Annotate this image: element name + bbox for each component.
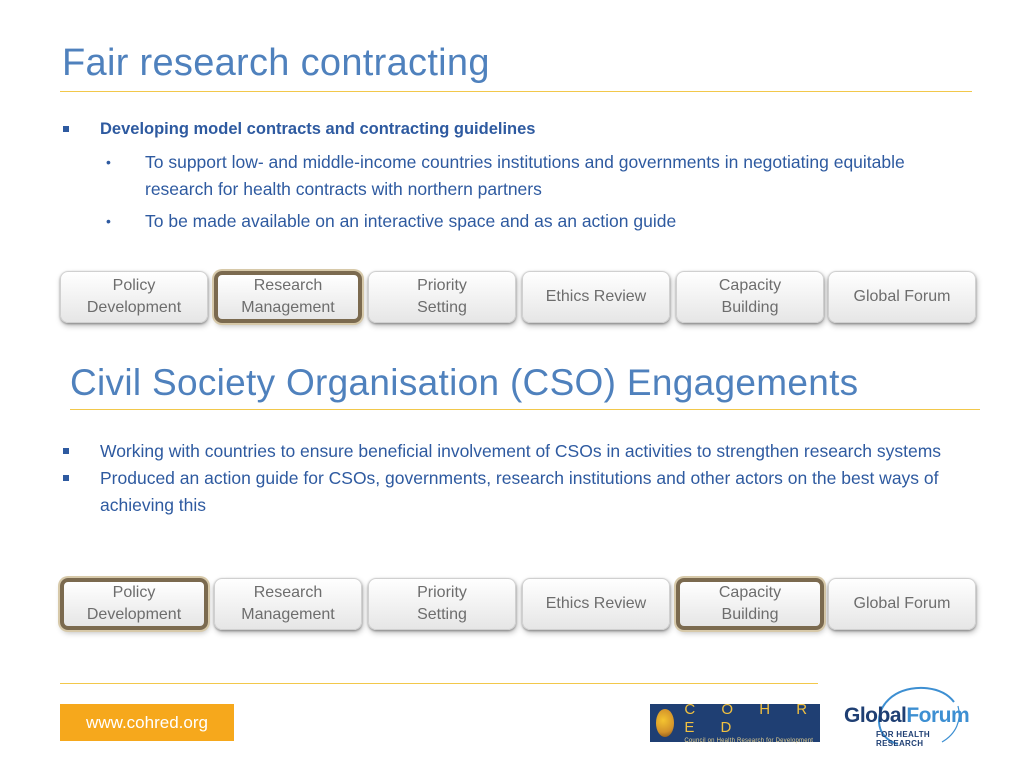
section1-bullets — [60, 116, 940, 235]
tab-policy-development[interactable]: Policy Development — [60, 271, 208, 323]
section1-tab-bar — [58, 271, 978, 327]
cohred-tagline: Council on Health Research for Development — [684, 738, 814, 744]
global-forum-wordmark: GlobalForum — [844, 704, 970, 727]
global-forum-subtitle: FOR HEALTH RESEARCH — [876, 730, 930, 748]
square-bullet-icon — [63, 126, 69, 132]
globe-icon — [656, 709, 674, 737]
tab-research-management[interactable]: Research Management — [214, 578, 362, 630]
section1-sub-bullet-1 — [60, 149, 940, 203]
section1-title: Fair research contracting — [62, 42, 490, 84]
section2-tab-bar — [58, 578, 978, 634]
sub-bullet-text: To support low- and middle-income countries institutions and governments in negotiating equitable research for health contracts with northern partners — [145, 152, 905, 199]
website-link-text: www.cohred.org — [86, 712, 208, 732]
section1-sub-bullet-2 — [60, 208, 940, 235]
round-bullet-icon: • — [106, 213, 111, 229]
square-bullet-icon — [63, 475, 69, 481]
cohred-name: C O H R E D — [684, 701, 819, 736]
square-bullet-icon — [63, 448, 69, 454]
tab-policy-development[interactable]: Policy Development — [60, 578, 208, 630]
bullet-text: Working with countries to ensure beneficial involvement of CSOs in activities to strengthen research systems — [100, 441, 942, 461]
tab-priority-setting[interactable]: Priority Setting — [368, 271, 516, 323]
global-forum-logo — [838, 680, 978, 750]
tab-ethics-review[interactable]: Ethics Review — [522, 271, 670, 323]
tab-research-management[interactable]: Research Management — [214, 271, 362, 323]
section1-bullet — [60, 116, 940, 143]
section2-title: Civil Society Organisation (CSO) Engagements — [70, 362, 859, 403]
section1-rule — [60, 91, 972, 92]
tab-capacity-building[interactable]: Capacity Building — [676, 578, 824, 630]
bullet-text: Produced an action guide for CSOs, governments, research institutions and other actors on the best ways of achieving this — [100, 468, 939, 515]
tab-ethics-review[interactable]: Ethics Review — [522, 578, 670, 630]
tab-priority-setting[interactable]: Priority Setting — [368, 578, 516, 630]
footer-rule — [60, 683, 818, 684]
website-link[interactable] — [60, 704, 234, 741]
tab-global-forum[interactable]: Global Forum — [828, 578, 976, 630]
cohred-logo — [650, 701, 820, 744]
round-bullet-icon: • — [106, 154, 111, 170]
tab-capacity-building[interactable]: Capacity Building — [676, 271, 824, 323]
section2-bullet-1 — [60, 438, 950, 465]
section2-rule — [70, 409, 980, 410]
section2-bullet-2 — [60, 465, 950, 519]
section2-bullets — [60, 438, 950, 519]
tab-global-forum[interactable]: Global Forum — [828, 271, 976, 323]
sub-bullet-text: To be made available on an interactive space and as an action guide — [145, 211, 677, 231]
section1-bullet-text: Developing model contracts and contracting guidelines — [100, 120, 536, 138]
